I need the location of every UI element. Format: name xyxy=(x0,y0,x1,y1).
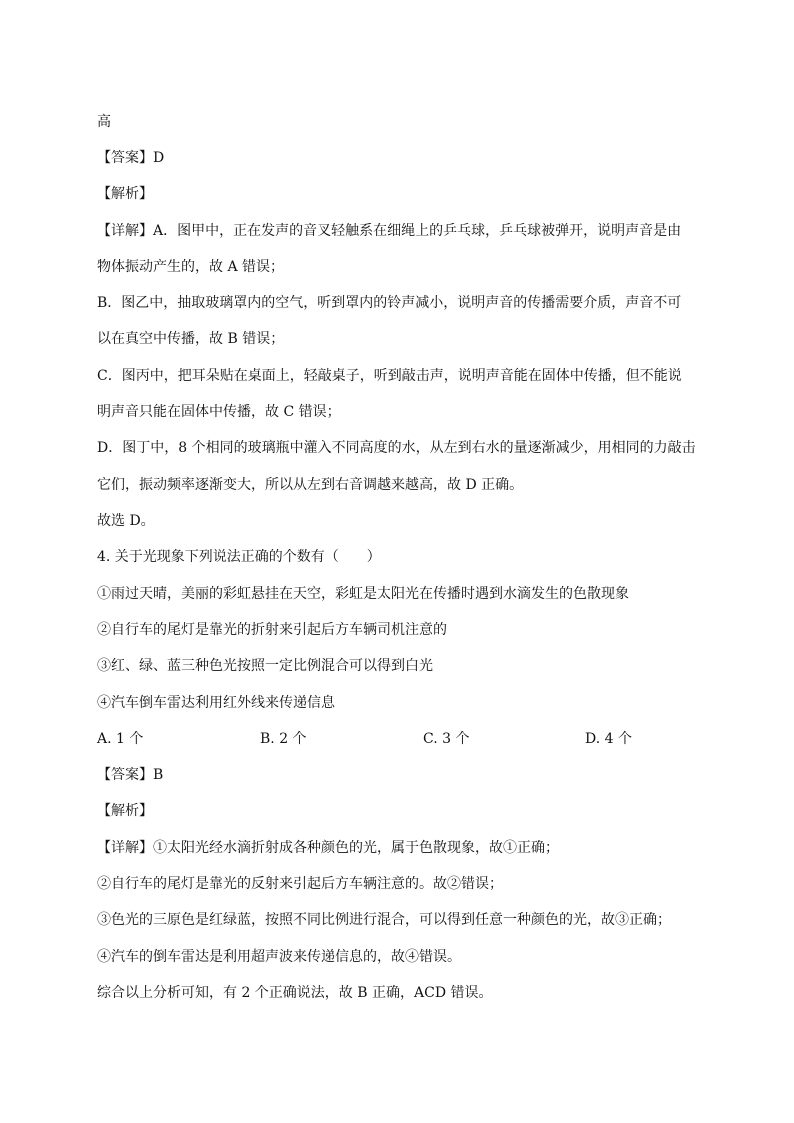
text-line: D．图丁中，8 个相同的玻璃瓶中灌入不同高度的水，从左到右水的量逐渐减少，用相同的力敲击 xyxy=(97,440,696,456)
text-line: 【详解】A．图甲中，正在发声的音叉轻触系在细绳上的乒乓球，乒乓球被弹开，说明声音是由 xyxy=(97,223,682,239)
text-line: 物体振动产生的，故 A 错误； xyxy=(97,259,285,275)
option-d: D. 4 个 xyxy=(585,731,632,747)
option-b: B. 2 个 xyxy=(260,731,307,747)
text-line: B．图乙中，抽取玻璃罩内的空气，听到罩内的铃声减小，说明声音的传播需要介质，声音不可 xyxy=(97,295,682,311)
statement-3: ③红、绿、蓝三种色光按照一定比例混合可以得到白光 xyxy=(97,658,433,674)
question-title: 4. 关于光现象下列说法正确的个数有（ ） xyxy=(97,549,381,565)
text-line: 【详解】①太阳光经水滴折射成各种颜色的光，属于色散现象，故①正确； xyxy=(97,840,559,856)
answer-options xyxy=(97,729,697,749)
conclusion-line: 综合以上分析可知，有 2 个正确说法，故 B 正确，ACD 错误。 xyxy=(97,985,493,1001)
analysis-label: 【解析】 xyxy=(97,803,153,819)
option-c: C. 3 个 xyxy=(423,731,470,747)
text-line: 故选 D。 xyxy=(97,513,155,529)
text-line: ④汽车的倒车雷达是利用超声波来传递信息的，故④错误。 xyxy=(97,949,461,965)
text-line: ③色光的三原色是红绿蓝，按照不同比例进行混合，可以得到任意一种颜色的光，故③正确； xyxy=(97,912,671,928)
text-line: 它们，振动频率逐渐变大，所以从左到右音调越来越高，故 D 正确。 xyxy=(97,477,524,493)
text-line: 高 xyxy=(97,114,111,130)
statement-2: ②自行车的尾灯是靠光的折射来引起后方车辆司机注意的 xyxy=(97,622,447,638)
text-line: C．图丙中，把耳朵贴在桌面上，轻敲桌子，听到敲击声，说明声音能在固体中传播，但不能说 xyxy=(97,368,682,384)
analysis-label: 【解析】 xyxy=(97,186,153,202)
answer-label: 【答案】D xyxy=(97,150,165,166)
statement-4: ④汽车倒车雷达利用红外线来传递信息 xyxy=(97,695,335,711)
text-line: 以在真空中传播，故 B 错误； xyxy=(97,331,285,347)
answer-label: 【答案】B xyxy=(97,767,164,783)
statement-1: ①雨过天晴，美丽的彩虹悬挂在天空，彩虹是太阳光在传播时遇到水滴发生的色散现象 xyxy=(97,586,629,602)
option-a: A. 1 个 xyxy=(97,731,144,747)
text-line: 明声音只能在固体中传播，故 C 错误； xyxy=(97,404,341,420)
text-line: ②自行车的尾灯是靠光的反射来引起后方车辆注意的。故②错误； xyxy=(97,876,503,892)
